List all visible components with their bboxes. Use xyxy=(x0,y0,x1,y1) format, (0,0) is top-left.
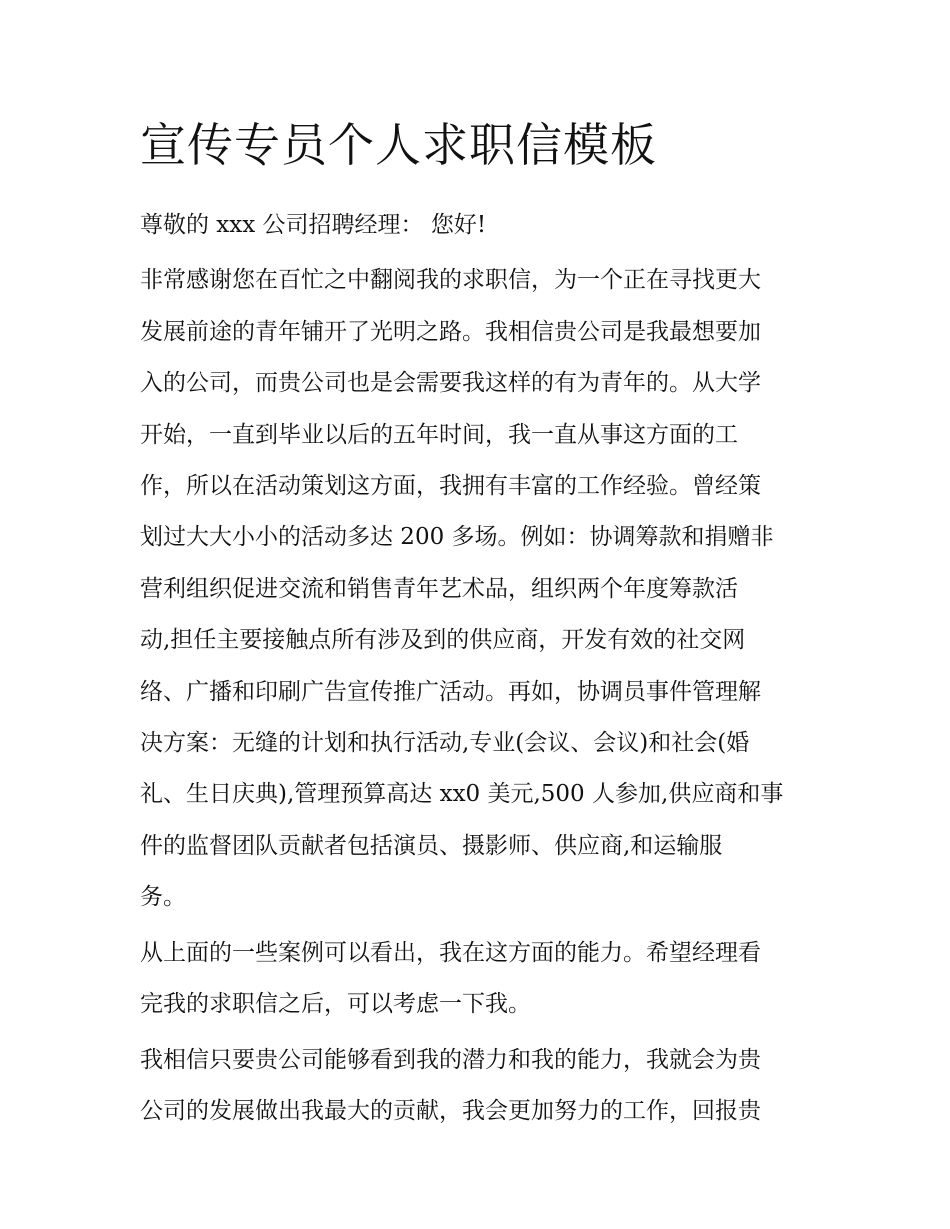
paragraph-1 xyxy=(140,255,820,923)
paragraph-line: 动,担任主要接触点所有涉及到的供应商，开发有效的社交网 xyxy=(140,627,746,654)
paragraph-line: 从上面的一些案例可以看出，我在这方面的能力。希望经理看 xyxy=(140,939,761,966)
paragraph-line: 营利组织促进交流和销售青年艺术品，组织两个年度筹款活 xyxy=(140,575,738,602)
paragraph-2 xyxy=(140,928,820,1031)
paragraph-line: 作，所以在活动策划这方面，我拥有丰富的工作经验。曾经策 xyxy=(140,473,761,500)
paragraph-line: 入的公司，而贵公司也是会需要我这样的有为青年的。从大学 xyxy=(140,370,761,397)
paragraph-line: 发展前途的青年铺开了光明之路。我相信贵公司是我最想要加 xyxy=(140,318,761,345)
paragraph-3 xyxy=(140,1035,820,1138)
paragraph-line: 决方案：无缝的计划和执行活动,专业(会议、会议)和社会(婚 xyxy=(140,730,750,757)
paragraph-line: 件的监督团队贡献者包括演员、摄影师、供应商,和运输服 xyxy=(140,832,723,859)
paragraph-line: 公司的发展做出我最大的贡献，我会更加努力的工作，回报贵 xyxy=(140,1097,761,1124)
paragraph-line: 非常感谢您在百忙之中翻阅我的求职信，为一个正在寻找更大 xyxy=(140,267,761,294)
paragraph-line: 务。 xyxy=(140,884,186,911)
paragraph-line: 我相信只要贵公司能够看到我的潜力和我的能力，我就会为贵 xyxy=(140,1046,761,1073)
paragraph-line: 开始，一直到毕业以后的五年时间，我一直从事这方面的工 xyxy=(140,421,738,448)
paragraph-line: 络、广播和印刷广告宣传推广活动。再如，协调员事件管理解 xyxy=(140,678,761,705)
greeting-line: 尊敬的 xxx 公司招聘经理： 您好! xyxy=(140,212,487,238)
paragraph-line: 完我的求职信之后，可以考虑一下我。 xyxy=(140,991,531,1018)
greeting xyxy=(140,200,820,251)
page-title: 宣传专员个人求职信模板 xyxy=(140,118,657,172)
paragraph-line: 划过大大小小的活动多达 200 多场。例如：协调筹款和捐赠非 xyxy=(140,524,774,551)
paragraph-line: 礼、生日庆典),管理预算高达 xx0 美元,500 人参加,供应商和事 xyxy=(140,781,784,808)
letter-body xyxy=(140,200,820,1141)
